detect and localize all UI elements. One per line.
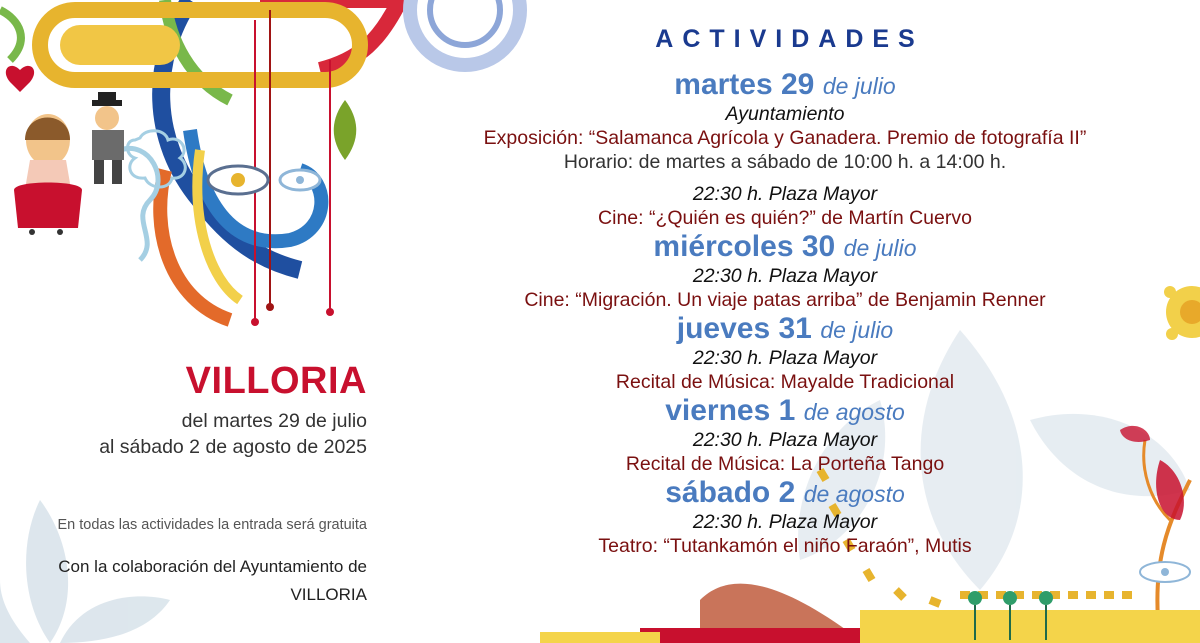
collaboration-note xyxy=(0,553,367,609)
event-hours: Horario: de martes a sábado de 10:00 h. a 14:00 h. xyxy=(563,151,1007,173)
event-title: Exposición: “Salamanca Agrícola y Ganadera. Premio de fotografía II” xyxy=(483,127,1087,149)
woman-figure-icon xyxy=(14,114,82,235)
day-heading xyxy=(480,68,1090,102)
event-title: Recital de Música: Mayalde Tradicional xyxy=(615,371,955,393)
festival-dates xyxy=(7,408,367,460)
free-entry-note: En todas las actividades la entrada será gratuita xyxy=(57,517,367,533)
man-figure-icon xyxy=(92,92,124,184)
day-name: sábado 2 xyxy=(665,476,796,509)
collab-town: VILLORIA xyxy=(290,585,367,604)
event-title: Cine: “Migración. Un viaje patas arriba” de Benjamin Renner xyxy=(524,289,1046,311)
event-title: Recital de Música: La Porteña Tango xyxy=(625,453,945,475)
day-name: viernes 1 xyxy=(665,394,796,427)
day-month: de julio xyxy=(843,235,917,261)
event-title: Cine: “¿Quién es quién?” de Martín Cuervo xyxy=(598,207,972,229)
event-place: 22:30 h. Plaza Mayor xyxy=(692,429,878,451)
day-month: de julio xyxy=(822,73,896,99)
event-place: Ayuntamiento xyxy=(725,103,845,125)
date-line-start: del martes 29 de julio xyxy=(181,410,367,432)
date-line-end: al sábado 2 de agosto de 2025 xyxy=(99,436,367,458)
day-name: jueves 31 xyxy=(676,312,812,345)
event-place: 22:30 h. Plaza Mayor xyxy=(692,347,878,369)
event-title: Teatro: “Tutankamón el niño Faraón”, Mutis xyxy=(598,535,972,557)
event-place: 22:30 h. Plaza Mayor xyxy=(692,265,878,287)
day-heading xyxy=(480,230,1090,264)
activities-heading: ACTIVIDADES xyxy=(655,25,924,53)
day-heading xyxy=(480,476,1090,510)
activities-program xyxy=(480,20,1090,558)
sun-flower-icon xyxy=(1164,286,1200,340)
day-month: de agosto xyxy=(803,399,905,425)
day-month: de julio xyxy=(820,317,894,343)
event-place: 22:30 h. Plaza Mayor xyxy=(692,511,878,533)
day-name: martes 29 xyxy=(674,68,815,101)
town-title: VILLORIA xyxy=(185,360,367,402)
day-heading xyxy=(480,312,1090,346)
day-month: de agosto xyxy=(803,481,905,507)
day-heading xyxy=(480,394,1090,428)
event-place: 22:30 h. Plaza Mayor xyxy=(692,183,878,205)
festival-artwork-top-left xyxy=(0,0,520,326)
collab-line: Con la colaboración del Ayuntamiento de xyxy=(58,557,367,576)
day-name: miércoles 30 xyxy=(653,230,836,263)
